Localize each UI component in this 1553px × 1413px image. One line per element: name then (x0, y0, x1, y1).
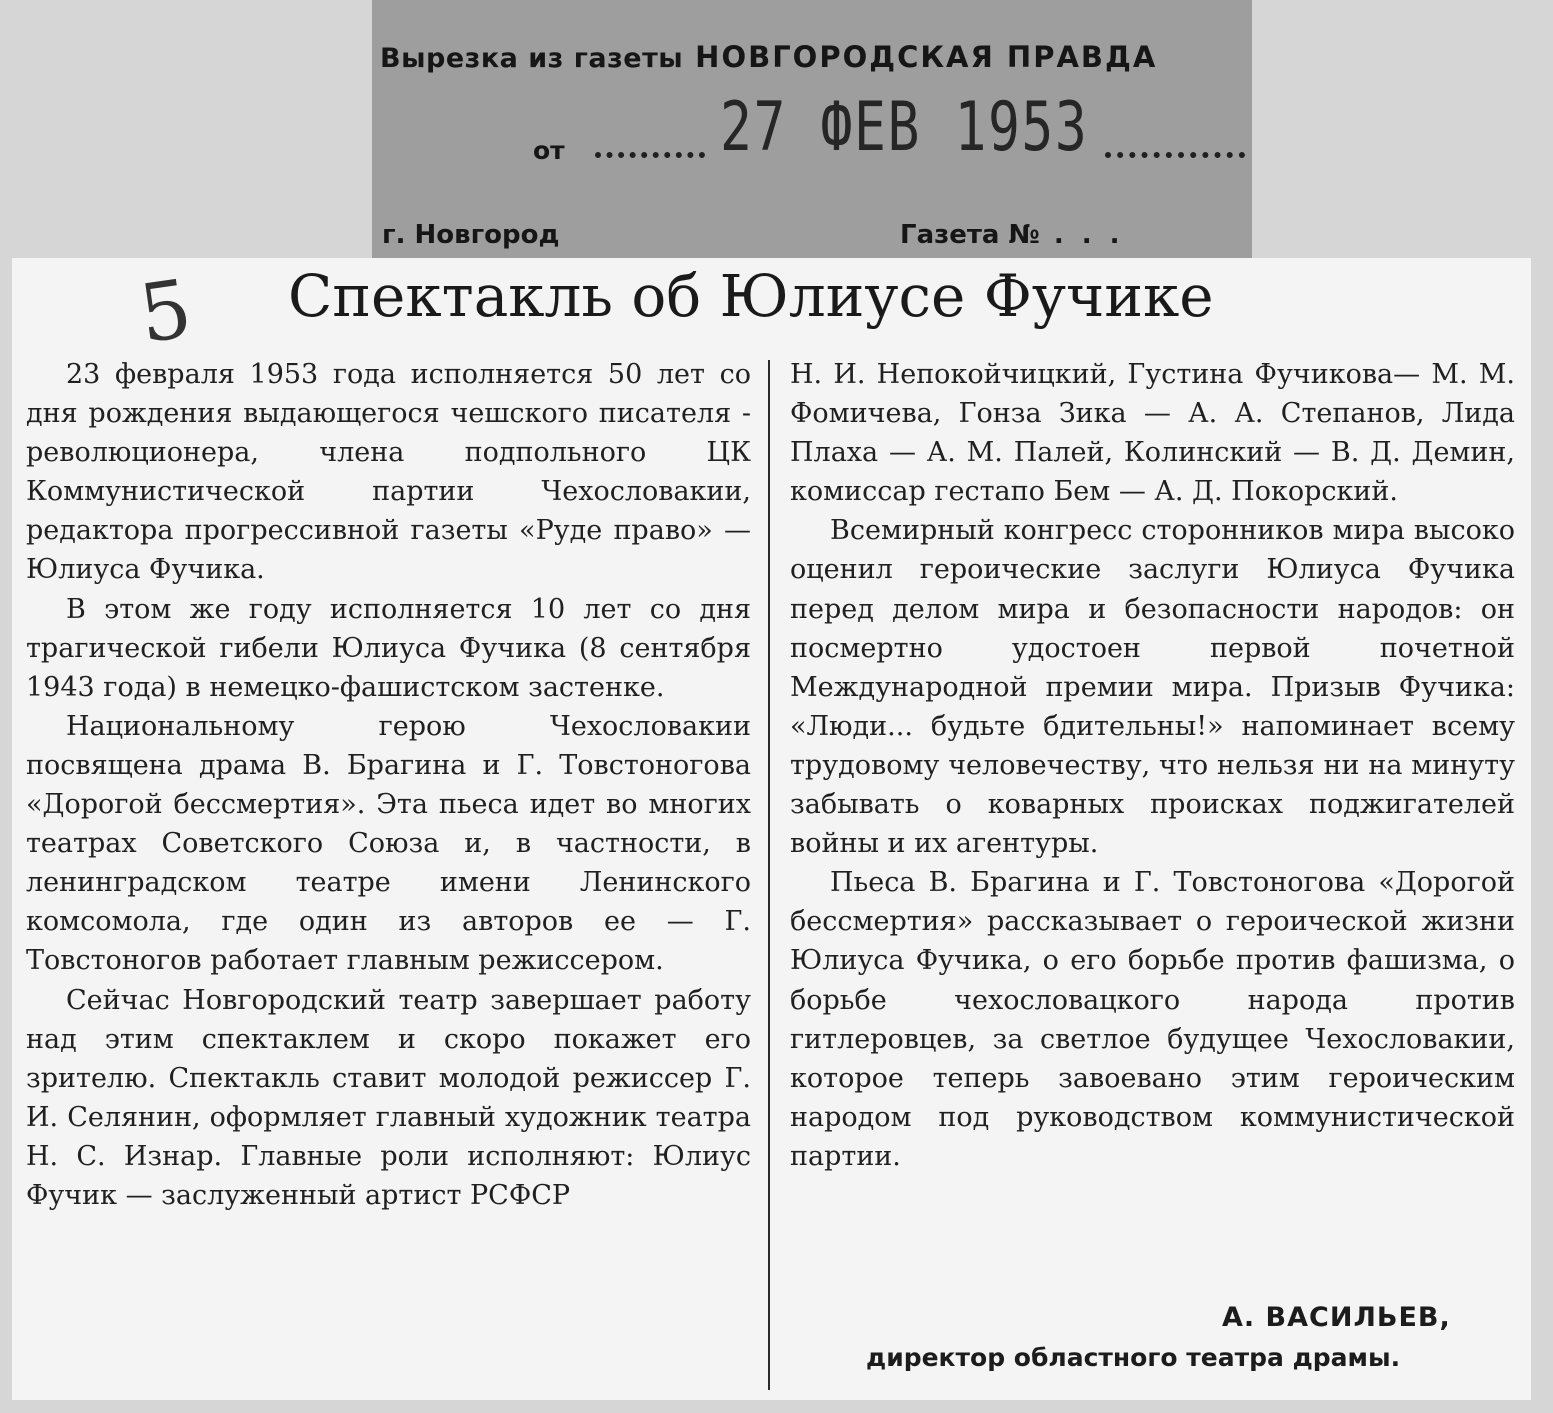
column-divider (768, 360, 770, 1390)
clipping-from-text: Вырезка из газеты (380, 43, 684, 74)
date-dots-right (1105, 148, 1245, 158)
paragraph: Национальному герою Чехословакии посвящена драма В. Брагина и Г. Товстоногова «Дорогой бессмертия». Эта пьеса идет во многих театрах Советского Союза и, в частности, в ленинградском театре имени Ленинского комсомола, где один из авторов ее — Г. Товстоногов работает главным режиссером. (26, 710, 751, 977)
paragraph: Сейчас Новгородский театр завершает работу над этим спектаклем и скоро покажет его зрителю. Спектакль ставит молодой режиссер Г. И. Селянин, оформляет главный художник театра Н. С. Изнар. Главные роли исполняют: Юлиус Фучик — заслуженный артист РСФСР (26, 984, 751, 1211)
date-stamp: 27 ФЕВ 1953 (720, 88, 1089, 167)
handwritten-mark: 5 (133, 261, 198, 362)
paragraph: Пьеса В. Брагина и Г. Товстоногова «Дорогой бессмертия» рассказывает о героической жизни Юлиуса Фучика, о его борьбе против фашизма, о борьбе чехословацкого народа против гитлеровцев, за светлое будущее Чехословакии, которое теперь завоевано этим героическим народом под руководством коммунистической партии. (790, 867, 1515, 1172)
issue-dots: ... (1053, 220, 1138, 250)
issue-label-text: Газета № (900, 220, 1040, 250)
clipping-label-header (380, 40, 1157, 74)
article-right-column (790, 355, 1515, 1176)
author-name: А. ВАСИЛЬЕВ, (1222, 1302, 1451, 1333)
paragraph-continuation: Н. И. Непокойчицкий, Густина Фучикова— М. М. Фомичева, Гонза Зика — А. А. Степанов, Лида Плаха — А. М. Палей, Колинский — В. Д. Демин, комиссар гестапо Бем — А. Д. Покорский. (790, 359, 1515, 508)
paragraph: Всемирный конгресс сторонников мира высоко оценил героические заслуги Юлиуса Фучика перед делом мира и безопасности народов: он посмертно удостоен первой почетной Международной премии мира. Призыв Фучика: «Люди... будьте бдительны!» напоминает всему трудовому человечеству, что нельзя ни на минуту забывать о коварных происках поджигателей войны и их агентуры. (790, 515, 1515, 860)
paragraph: В этом же году исполняется 10 лет со дня трагической гибели Юлиуса Фучика (8 сентября 1943 года) в немецко-фашистском застенке. (26, 593, 751, 703)
author-position: директор областного театра драмы. (866, 1343, 1401, 1372)
date-dots-left (595, 148, 705, 158)
article-title: Спектакль об Юлиусе Фучике (288, 262, 1214, 330)
article-left-column (26, 355, 751, 1215)
city-label: г. Новгород (382, 220, 560, 250)
newspaper-name: НОВГОРОДСКАЯ ПРАВДА (695, 40, 1158, 74)
date-from-label: от (533, 136, 565, 165)
paragraph: 23 февраля 1953 года исполняется 50 лет со дня рождения выдающегося чешского писателя - революционера, члена подпольного ЦК Коммунистической партии Чехословакии, редактора прогрессивной газеты «Руде право» — Юлиуса Фучика. (26, 359, 751, 586)
issue-number-label (900, 220, 1137, 250)
